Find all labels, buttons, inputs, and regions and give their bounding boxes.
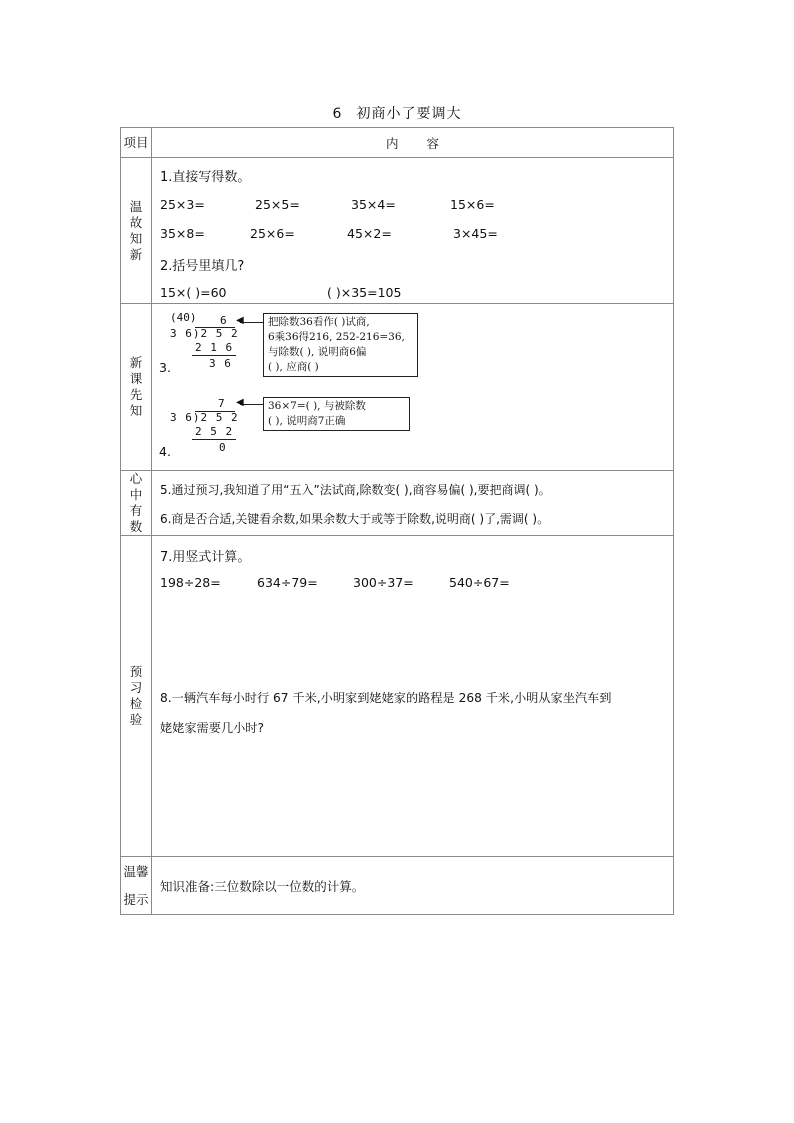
item4-note-box: 36×7=( ), 与被除数 ( ), 说明商7正确 xyxy=(263,397,410,431)
q7-item-4: 540÷67= xyxy=(449,575,510,590)
q1-r1-c: 35×4= xyxy=(351,197,396,212)
table-header-row xyxy=(121,128,674,158)
q1-r2-b: 25×6= xyxy=(250,226,295,241)
header-project: 项目 xyxy=(121,128,152,158)
q7-item-1: 198÷28= xyxy=(160,575,221,590)
item4-subtract-bar xyxy=(192,439,236,440)
item4-divisor-dividend: 3 6)2 5 2 xyxy=(170,411,239,424)
tip-label: 温馨 提示 xyxy=(121,857,152,915)
item4-number: 4. xyxy=(159,444,171,459)
arrow-left-icon: ◀ xyxy=(236,315,244,326)
q1-title: 1.直接写得数。 xyxy=(160,170,251,185)
q1-r2-a: 35×8= xyxy=(160,226,205,241)
preview-label: 新课先知 xyxy=(121,304,152,471)
check-row xyxy=(121,536,674,857)
review-row xyxy=(121,158,674,304)
item4-remainder: 0 xyxy=(219,441,226,454)
item3-subtract-bar xyxy=(192,355,236,356)
lesson-number: 6 xyxy=(332,106,343,122)
item3-note-box: 把除数36看作( )试商, 6乘36得216, 252-216=36, 与除数( ), 说明商6偏 ( ), 应商( ) xyxy=(263,313,418,377)
q6-text: 6.商是否合适,关键看余数,如果余数大于或等于除数,说明商( )了,需调( )。 xyxy=(160,512,550,526)
worksheet-table xyxy=(120,127,674,915)
item3-quotient: 6 xyxy=(220,314,227,327)
page-title xyxy=(0,103,794,123)
q1-r2-d: 3×45= xyxy=(453,226,498,241)
item3-estimate: (40) xyxy=(170,311,197,324)
review-label: 温故知新 xyxy=(121,158,152,304)
tip-text: 知识准备:三位数除以一位数的计算。 xyxy=(160,878,365,894)
arrow-left-icon: ◀ xyxy=(236,397,244,408)
q1-r2-c: 45×2= xyxy=(347,226,392,241)
review-content xyxy=(152,158,673,303)
lesson-title: 初商小了要调大 xyxy=(356,106,462,122)
tip-row xyxy=(121,857,674,915)
q2-b: ( )×35=105 xyxy=(327,285,402,300)
item3-product: 2 1 6 xyxy=(195,341,234,354)
item3-number: 3. xyxy=(159,360,171,375)
q7-title: 7.用竖式计算。 xyxy=(160,550,251,565)
q7-item-3: 300÷37= xyxy=(353,575,414,590)
item4-quotient: 7 xyxy=(218,397,225,410)
mind-row xyxy=(121,471,674,536)
mind-content xyxy=(152,471,673,533)
q1-r1-d: 15×6= xyxy=(450,197,495,212)
q2-a: 15×( )=60 xyxy=(160,285,227,300)
q1-r1-b: 25×5= xyxy=(255,197,300,212)
q8-line2: 姥姥家需要几小时? xyxy=(160,721,264,735)
mind-label: 心中有数 xyxy=(121,471,152,536)
preview-row xyxy=(121,304,674,471)
item4-product: 2 5 2 xyxy=(195,425,234,438)
check-label: 预习检验 xyxy=(121,536,152,857)
item3-remainder: 3 6 xyxy=(209,357,232,370)
q8-line1: 8.一辆汽车每小时行 67 千米,小明家到姥姥家的路程是 268 千米,小明从家坐汽车到 xyxy=(160,691,612,705)
q1-r1-a: 25×3= xyxy=(160,197,205,212)
header-content: 内 容 xyxy=(152,128,674,158)
q5-text: 5.通过预习,我知道了用“五入”法试商,除数变( ),商容易偏( ),要把商调( )。 xyxy=(160,483,551,497)
q2-title: 2.括号里填几? xyxy=(160,259,245,274)
item3-divisor-dividend: 3 6)2 5 2 xyxy=(170,327,239,340)
preview-content xyxy=(152,304,673,470)
check-content xyxy=(152,536,673,856)
q7-item-2: 634÷79= xyxy=(257,575,318,590)
